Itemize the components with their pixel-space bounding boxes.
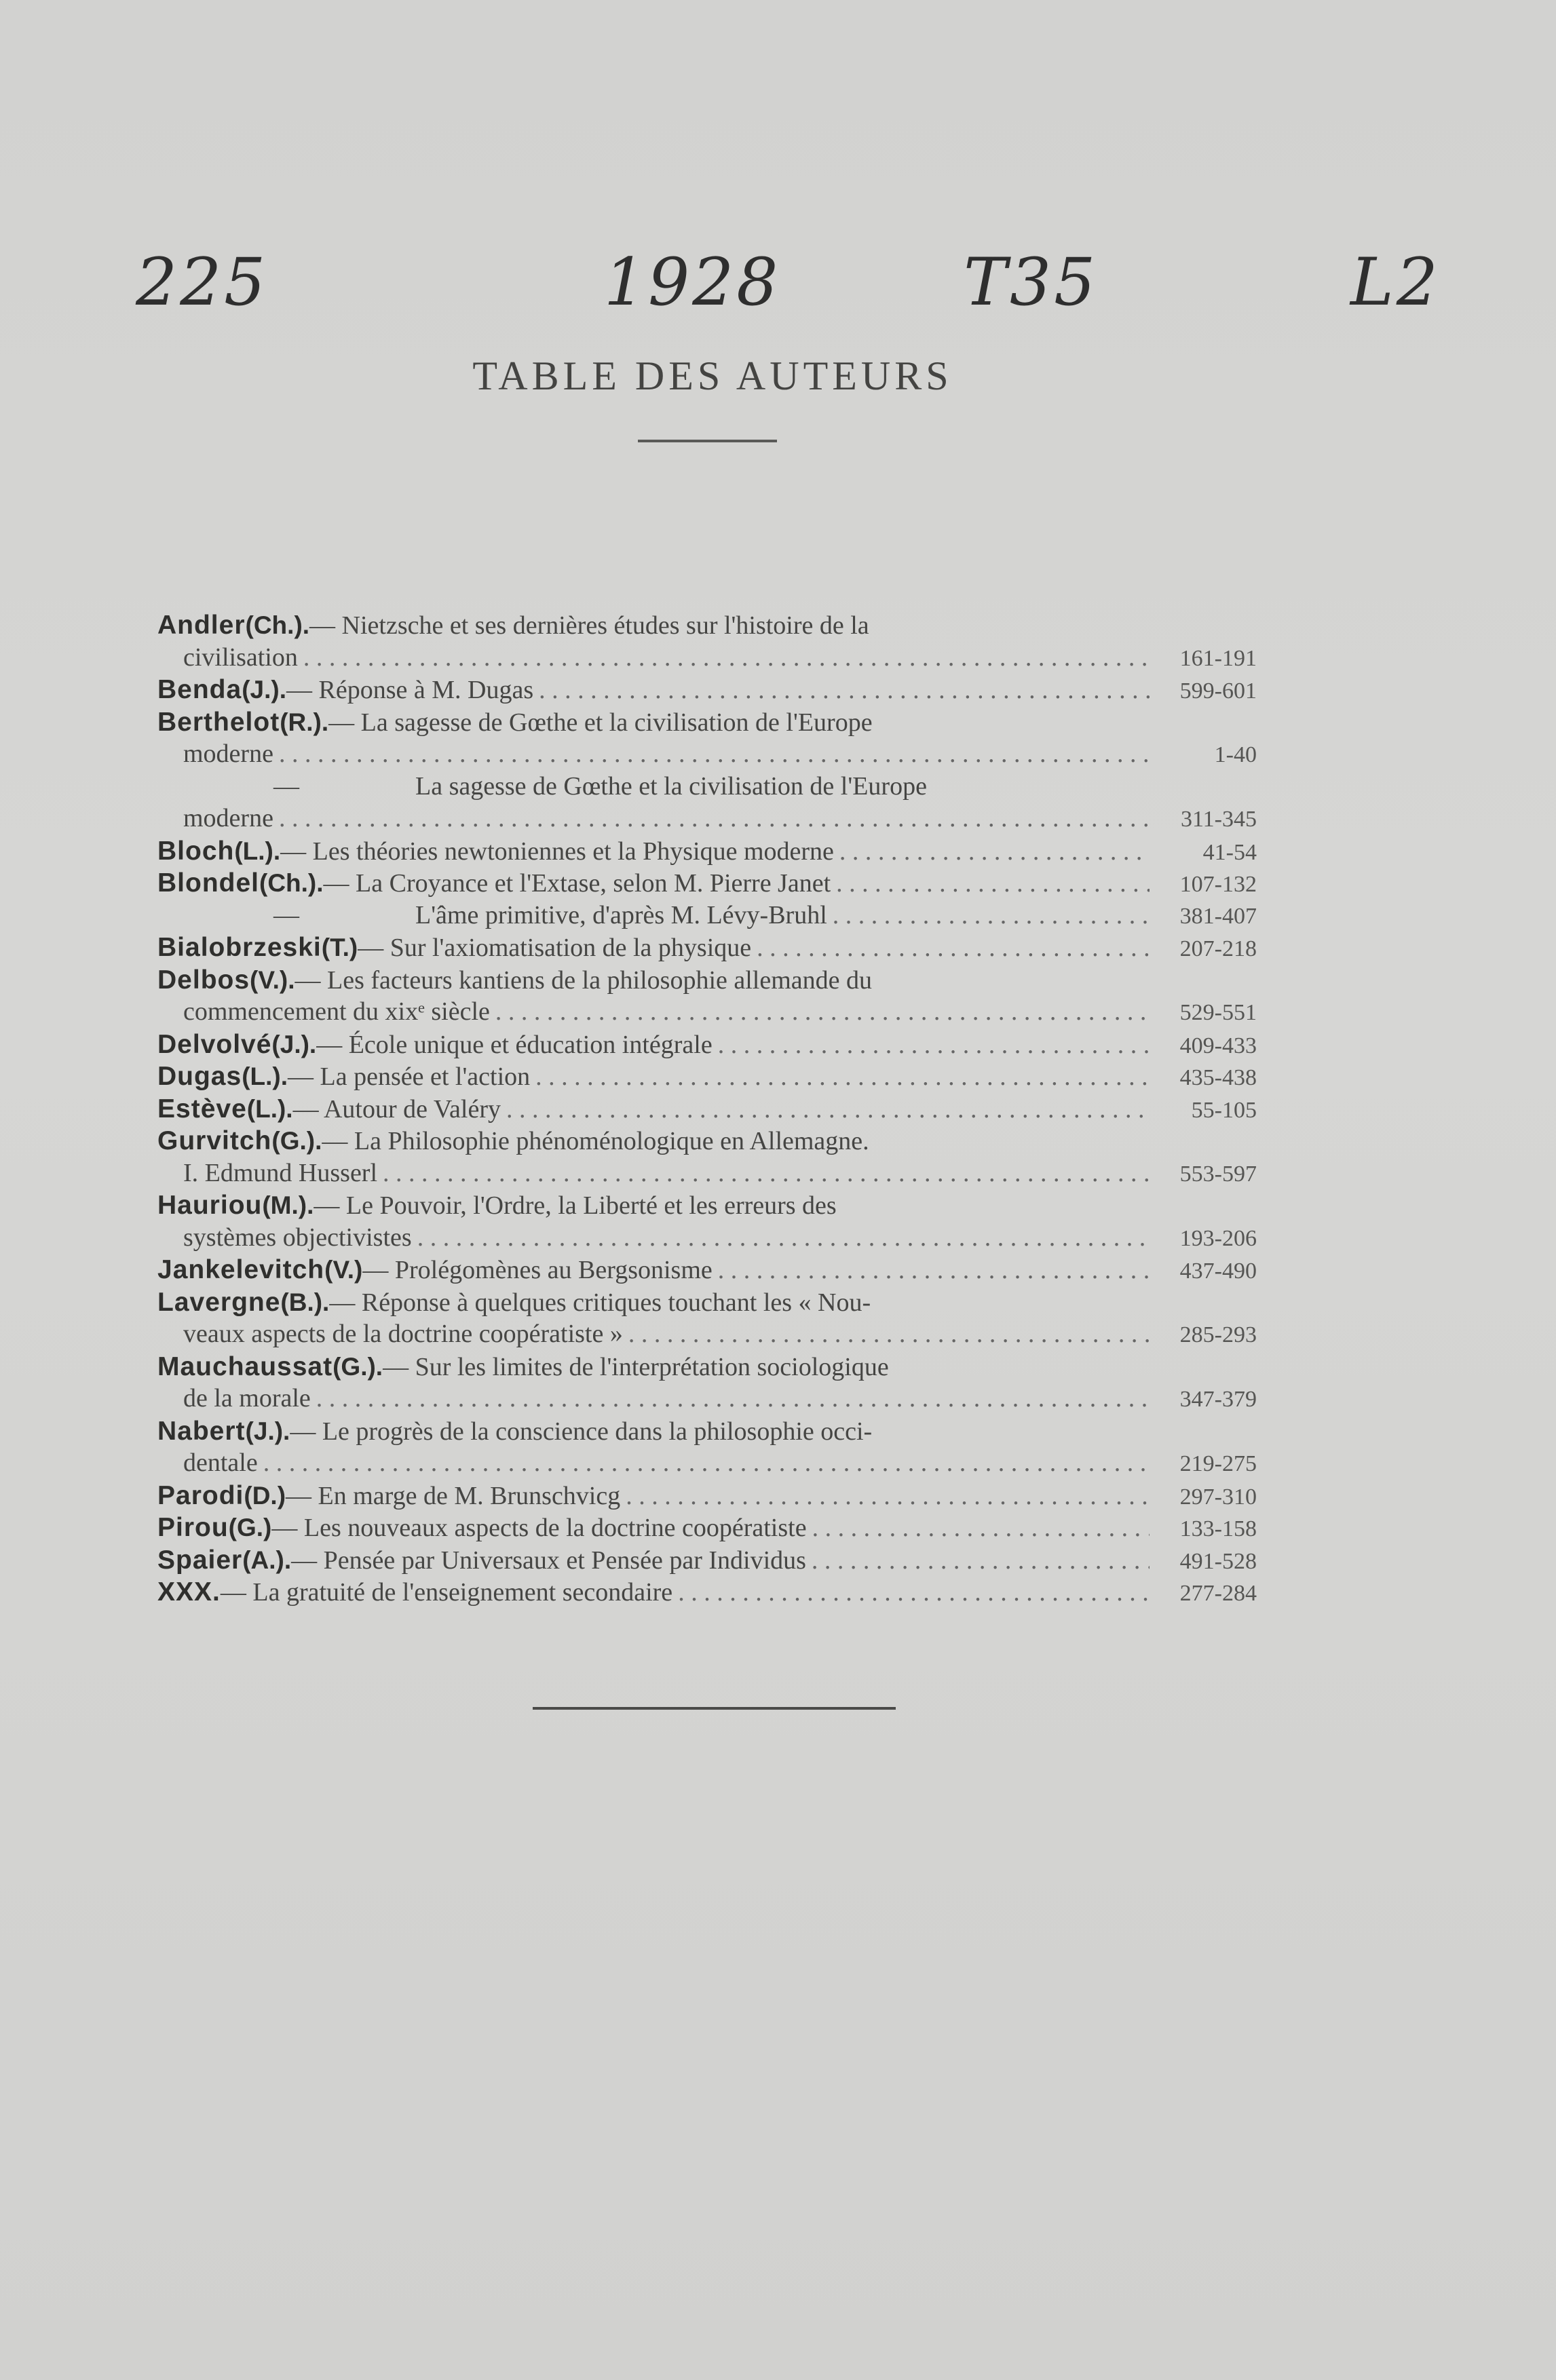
toc-entry-continuation [157,1222,1257,1254]
author-initial: (T.) [321,934,358,961]
entry-title: — Sur l'axiomatisation de la physique [358,934,752,962]
dot-leader [535,1061,1150,1094]
page-title: TABLE DES AUTEURS [472,353,953,398]
page-range: 599-601 [1179,678,1257,704]
entry-title-continued: de la morale [183,1384,311,1413]
author-name: Berthelot [157,707,280,737]
dot-leader [839,836,1150,868]
toc-entry [157,1060,1257,1093]
page-range: 41-54 [1202,839,1257,865]
author-name: Delvolvé [157,1029,272,1059]
author-name: Mauchaussat [157,1351,333,1381]
dot-leader [303,642,1150,674]
author-name: Spaier [157,1545,243,1575]
dot-leader [539,674,1150,707]
dot-leader [263,1447,1150,1480]
page-range: 55-105 [1191,1097,1257,1123]
author-initial: (J.). [271,1030,317,1058]
toc-entry [157,1576,1257,1609]
handwritten-mark-1: 225 [136,244,269,320]
page-range: 193-206 [1179,1225,1257,1251]
page-range: 381-407 [1179,903,1257,929]
entry-title: La sagesse de Gœthe et la civilisation de l'Europe [415,771,927,801]
author-name: Dugas [157,1062,242,1091]
author-name: Jankelevitch [157,1255,325,1284]
end-divider [533,1707,896,1710]
toc-entry [157,1125,1257,1157]
dot-leader [506,1094,1150,1126]
entry-title: — En marge de M. Brunschvicg [286,1481,621,1510]
author-initial: (L.). [242,1062,288,1090]
entry-title-continued: I. Edmund Husserl [183,1158,378,1187]
page-range: 553-597 [1179,1161,1257,1187]
author-initial: (L.). [234,837,281,865]
toc-entry-continuation [157,803,1257,835]
entry-title: — Sur les limites de l'interprétation sociologique [383,1352,889,1381]
entry-title: — Les théories newtoniennes et la Physique moderne [280,837,834,866]
dot-leader [678,1577,1150,1609]
page-range: 297-310 [1179,1484,1257,1510]
author-name: Delbos [157,965,250,995]
author-name: Pirou [157,1513,229,1542]
author-name: Hauriou [157,1191,263,1220]
dot-leader [495,996,1150,1029]
page-range: 133-158 [1179,1516,1257,1541]
dot-leader [718,1254,1150,1287]
handwritten-mark-3: T35 [964,244,1099,320]
dot-leader [279,803,1150,835]
author-initial: (G.). [333,1352,383,1381]
entry-title: — Réponse à M. Dugas [286,676,534,704]
entry-title-continued: moderne [183,804,273,832]
author-name: XXX. [157,1577,221,1607]
page-range: 435-438 [1179,1065,1257,1090]
toc-entry [157,1512,1257,1544]
author-name: Parodi [157,1480,244,1510]
entry-title: — Le Pouvoir, l'Ordre, la Liberté et les erreurs des [314,1191,837,1220]
table-of-authors [157,609,1257,1609]
entry-title: — Pensée par Universaux et Pensée par Individus [291,1546,806,1575]
page-range: 491-528 [1179,1548,1257,1574]
page-range: 207-218 [1179,936,1257,961]
toc-entry [157,674,1257,706]
entry-title-continued: veaux aspects de la doctrine coopératiste » [183,1320,623,1348]
author-name: Gurvitch [157,1126,272,1155]
author-name: Blondel [157,868,259,898]
entry-title: — École unique et éducation intégrale [316,1030,713,1059]
author-initial: (G.) [228,1514,272,1541]
toc-entry-continuation [157,1383,1257,1415]
toc-entry-continuation [157,1447,1257,1480]
title-divider [638,440,777,442]
author-initial: (G.). [271,1127,322,1155]
author-name: Bloch [157,836,235,866]
dot-leader [279,738,1150,771]
author-initial: (L.). [246,1094,293,1123]
toc-entry [157,706,1257,739]
dot-leader [417,1222,1150,1254]
author-name: Lavergne [157,1287,281,1317]
toc-entry-continuation [157,1157,1257,1190]
page-range: 161-191 [1179,645,1257,671]
entry-title: — Prolégomènes au Bergsonisme [362,1256,713,1284]
entry-title: — La Croyance et l'Extase, selon M. Pierre Janet [323,869,831,898]
dot-leader [833,900,1150,932]
entry-title: — Le progrès de la conscience dans la philosophie occi- [290,1417,873,1446]
page-range: 107-132 [1179,872,1257,897]
author-initial: (J.). [245,1417,290,1445]
entry-title-continued: commencement du xixᵉ siècle [183,997,490,1026]
toc-entry [157,1189,1257,1222]
entry-title-continued: systèmes objectivistes [183,1223,412,1252]
author-initial: (Ch.). [245,611,310,639]
entry-title: — La Philosophie phénoménologique en Allemagne. [322,1127,869,1155]
entry-title: — La sagesse de Gœthe et la civilisation de l'Europe [328,708,873,737]
dot-leader [836,868,1150,900]
author-initial: (Ch.). [259,869,324,897]
author-name: Benda [157,675,242,704]
handwritten-mark-4: L2 [1350,244,1441,320]
toc-entry [157,1254,1257,1286]
dot-leader [812,1545,1150,1577]
toc-entry [157,1286,1257,1319]
ditto-mark: — [273,771,299,801]
author-initial: (D.) [244,1481,286,1510]
author-initial: (V.) [324,1256,363,1284]
author-name: Bialobrzeski [157,933,322,962]
page-range: 1-40 [1214,742,1257,767]
ditto-mark: — [273,900,299,929]
dot-leader [812,1512,1150,1545]
entry-title-continued: dentale [183,1448,258,1477]
page-range: 277-284 [1179,1581,1257,1606]
toc-entry-continuation [157,996,1257,1029]
toc-entry [157,835,1257,868]
author-initial: (B.). [280,1288,330,1316]
toc-entry [157,1029,1257,1061]
entry-title-continued: civilisation [183,642,298,672]
entry-title: — Réponse à quelques critiques touchant les « Nou- [329,1288,871,1317]
author-initial: (J.). [242,676,286,704]
dot-leader [628,1318,1150,1351]
entry-title: L'âme primitive, d'après M. Lévy-Bruhl [415,900,827,929]
author-name: Andler [157,611,246,640]
author-name: Nabert [157,1416,246,1446]
author-initial: (R.). [280,708,329,736]
dot-leader [757,932,1150,965]
author-initial: (M.). [262,1191,314,1219]
dot-leader [626,1480,1150,1513]
page-range: 437-490 [1179,1259,1257,1284]
toc-entry [157,1415,1257,1448]
page-range: 409-433 [1179,1033,1257,1058]
toc-entry [157,900,1257,932]
toc-entry [157,771,1257,803]
entry-title: — Les facteurs kantiens de la philosophie allemande du [295,965,873,995]
page-range: 219-275 [1179,1451,1257,1476]
author-initial: (A.). [242,1546,292,1574]
page-range: 285-293 [1179,1322,1257,1347]
dot-leader [383,1157,1150,1190]
toc-entry [157,609,1257,642]
page-range: 529-551 [1179,1000,1257,1025]
handwritten-mark-2: 1928 [604,244,781,320]
toc-entry [157,964,1257,997]
toc-entry [157,1093,1257,1126]
toc-entry-continuation [157,1318,1257,1351]
entry-title: — Nietzsche et ses dernières études sur l'histoire de la [309,611,869,640]
dot-leader [316,1383,1150,1415]
page-range: 311-345 [1180,807,1257,832]
entry-title-continued: moderne [183,740,273,768]
author-name: Estève [157,1094,247,1124]
entry-title: — La pensée et l'action [288,1062,531,1091]
dot-leader [718,1029,1150,1062]
entry-title: — Autour de Valéry [292,1094,501,1124]
page-range: 347-379 [1179,1387,1257,1412]
toc-entry [157,1480,1257,1512]
entry-title: — Les nouveaux aspects de la doctrine coopératiste [271,1514,807,1542]
entry-title: — La gratuité de l'enseignement secondaire [220,1578,673,1607]
toc-entry [157,932,1257,964]
toc-entry [157,867,1257,900]
author-initial: (V.). [250,965,295,994]
toc-entry [157,1544,1257,1577]
toc-entry [157,1351,1257,1383]
toc-entry-continuation [157,738,1257,771]
toc-entry-continuation [157,642,1257,674]
